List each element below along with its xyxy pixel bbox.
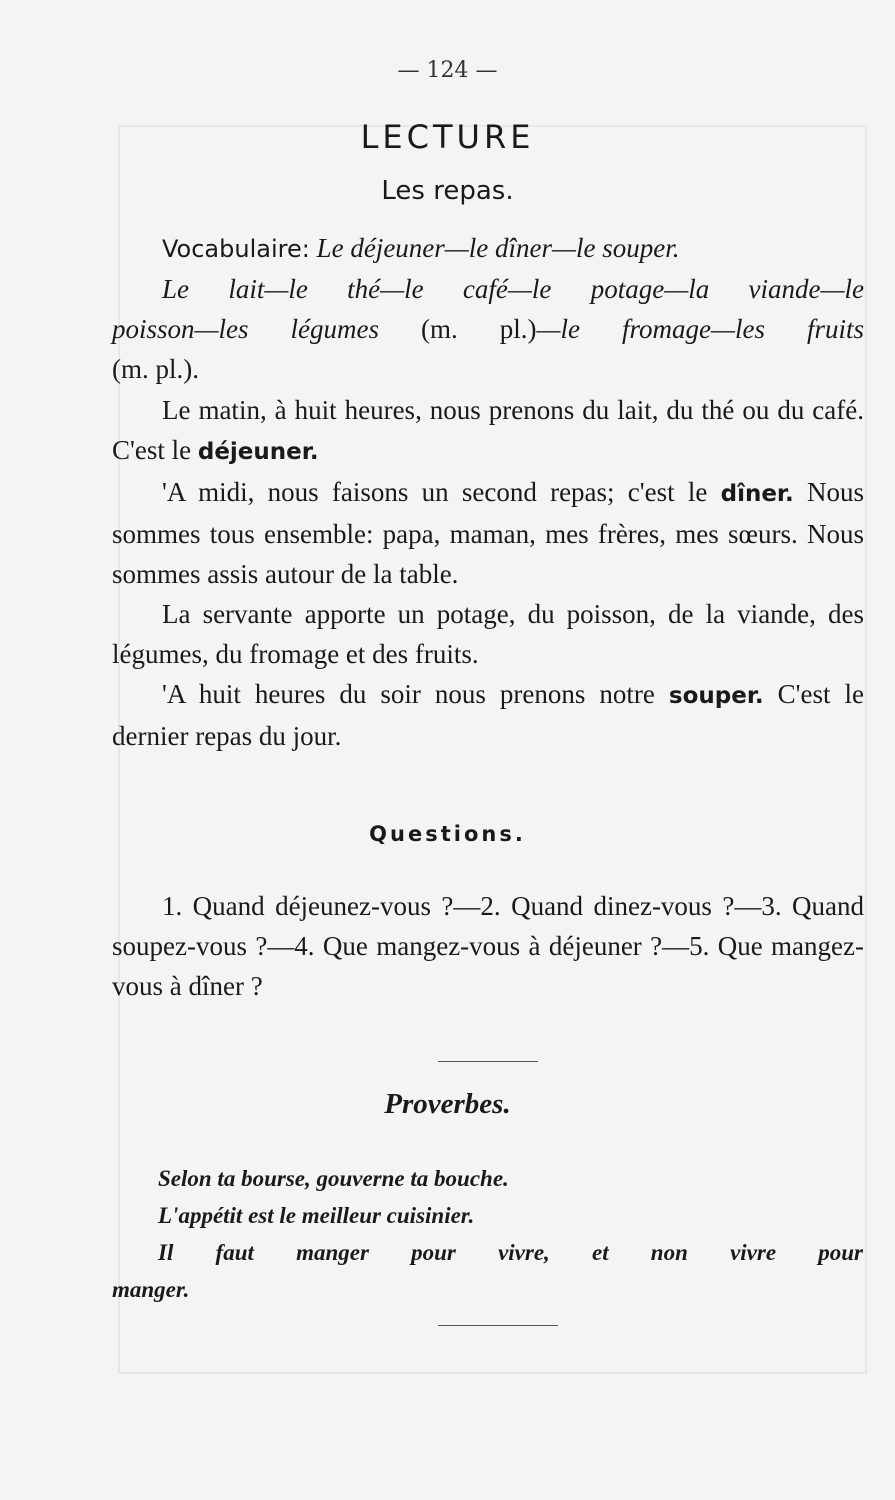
vocabulary-line-2: Le lait—le thé—le café—le potage—la viande—le <box>162 274 864 304</box>
lesson-subtitle: Les repas. <box>381 176 514 206</box>
lecture-title: LECTURE <box>360 118 535 156</box>
proverbs-list <box>112 1160 863 1308</box>
keyword-souper: souper. <box>668 683 764 709</box>
vocabulary-block <box>112 228 864 389</box>
bottom-rule <box>438 1325 558 1326</box>
questions-text: 1. Quand déjeunez-vous ?—2. Quand dinez-vous ?—3. Quand soupez-vous ?—4. Que mangez-vous à déjeuner ?—5. Que mangez-vous à dîner ? <box>112 891 864 1001</box>
vocabulary-line-4: (m. pl.). <box>112 354 199 384</box>
proverbs-title: Proverbes. <box>384 1088 511 1120</box>
vocabulary-line-3: poisson—les légumes (m. pl.)—le fromage—les fruits <box>112 314 864 344</box>
divider-rule <box>438 1061 538 1062</box>
questions-title: Questions. <box>369 822 526 846</box>
proverb-1: Selon ta bourse, gouverne ta bouche. <box>158 1166 509 1191</box>
paragraph-4: 'A huit heures du soir nous prenons notre souper. C'est le dernier repas du jour. <box>112 679 865 751</box>
reading-text <box>112 390 864 756</box>
proverb-3-continuation: manger. <box>112 1277 190 1302</box>
vocabulary-line-1: Vocabulaire: Le déjeuner—le dîner—le souper. <box>162 233 680 263</box>
vocabulary-label: Vocabulaire: <box>162 235 310 263</box>
paragraph-1: Le matin, à huit heures, nous prenons du lait, du thé ou du café. C'est le déjeuner. <box>112 395 864 465</box>
paragraph-3: La servante apporte un potage, du poisson, de la viande, des légumes, du fromage et des fruits. <box>112 599 864 669</box>
proverb-3: Il faut manger pour vivre, et non vivre pour <box>158 1240 863 1265</box>
proverb-2: L'appétit est le meilleur cuisinier. <box>158 1203 475 1228</box>
page-number: — 124 — <box>397 58 498 83</box>
keyword-diner: dîner. <box>720 481 794 507</box>
keyword-dejeuner: déjeuner. <box>197 439 319 465</box>
paragraph-2: 'A midi, nous faisons un second repas; c'est le dîner. Nous sommes tous ensemble: papa, maman, mes frères, mes sœurs. Nous sommes assis autour de la table. <box>112 477 864 589</box>
questions-block <box>112 886 864 1006</box>
